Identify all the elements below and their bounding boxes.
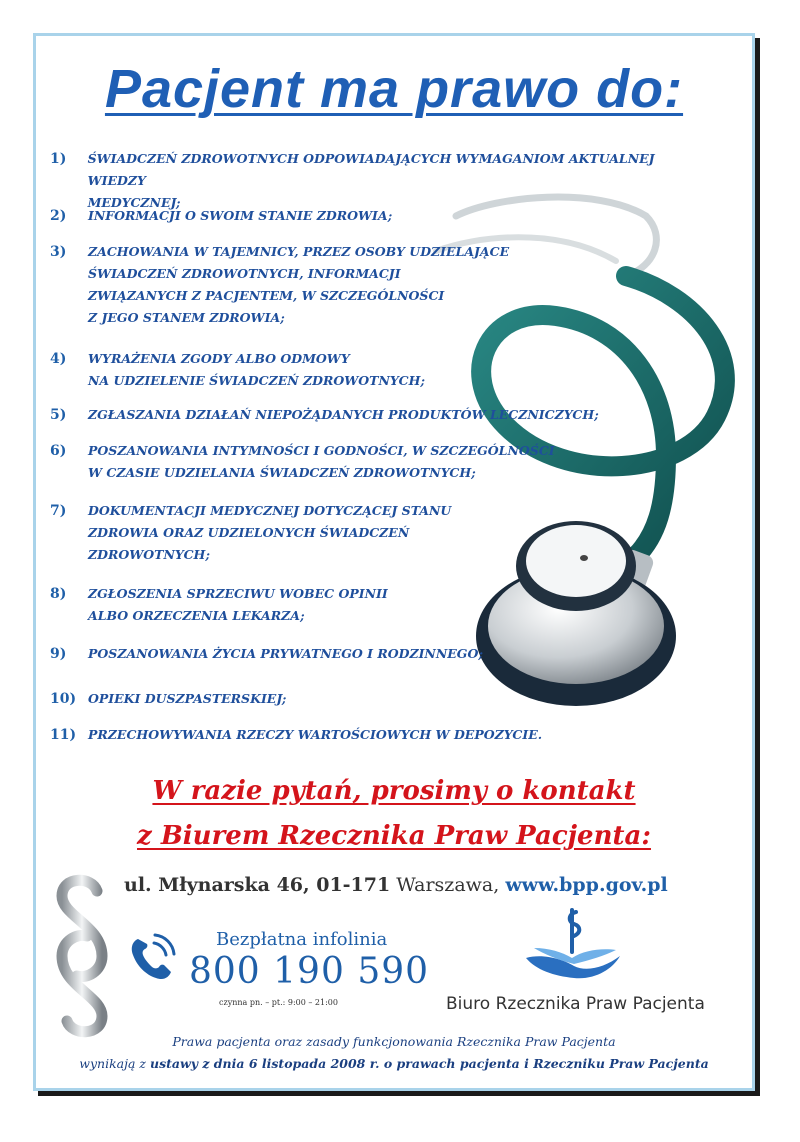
list-item — [50, 404, 599, 426]
biuro-logo-text: Biuro Rzecznika Praw Pacjenta — [446, 994, 705, 1014]
contact-heading-line1: W razie pytań, prosimy o kontakt — [152, 776, 636, 806]
list-item — [50, 440, 555, 484]
address-street: ul. Młynarska 46, 01-171 — [124, 874, 391, 896]
infoline-label: Bezpłatna infolinia — [216, 929, 388, 950]
item-number: 8) — [50, 586, 67, 602]
infoline-hours: czynna pn. – pt.: 9:00 – 21:00 — [219, 998, 338, 1007]
item-text: DOKUMENTACJI MEDYCZNEJ DOTYCZĄCEJ STANU ZDROWIA ORAZ UDZIELONYCH ŚWIADCZEŃ ZDROWOTNYCH; — [88, 503, 452, 562]
infoline-number: 800 190 590 — [189, 951, 430, 992]
footer-line2-prefix: wynikają z — [79, 1056, 150, 1071]
list-item — [50, 241, 509, 329]
item-text: POSZANOWANIA INTYMNOŚCI I GODNOŚCI, W SZCZEGÓLNOŚCI W CZASIE UDZIELANIA ŚWIADCZEŃ ZDROWOTNYCH; — [88, 443, 555, 480]
website-link[interactable]: www.bpp.gov.pl — [505, 874, 668, 896]
stethoscope-image — [416, 156, 755, 716]
list-item — [50, 583, 388, 627]
item-number: 4) — [50, 351, 67, 367]
footer-line1: Prawa pacjenta oraz zasady funkcjonowania Rzecznika Praw Pacjenta — [172, 1034, 616, 1049]
item-number: 6) — [50, 443, 67, 459]
contact-heading-line2: z Biurem Rzecznika Praw Pacjenta: — [137, 821, 651, 851]
item-number: 7) — [50, 503, 67, 519]
paragraph-sign-icon — [52, 871, 112, 1041]
item-text: POSZANOWANIA ŻYCIA PRYWATNEGO I RODZINNEGO; — [88, 646, 483, 661]
item-text: PRZECHOWYWANIA RZECZY WARTOŚCIOWYCH W DEPOZYCIE. — [88, 727, 543, 742]
biuro-logo — [524, 908, 624, 988]
item-text: ZGŁOSZENIA SPRZECIWU WOBEC OPINII ALBO ORZECZENIA LEKARZA; — [88, 586, 388, 623]
list-item — [50, 348, 425, 392]
item-text: ZGŁASZANIA DZIAŁAŃ NIEPOŻĄDANYCH PRODUKTÓW LECZNICZYCH; — [88, 407, 599, 422]
item-text: ZACHOWANIA W TAJEMNICY, PRZEZ OSOBY UDZIELAJĄCE ŚWIADCZEŃ ZDROWOTNYCH, INFORMACJI ZWIĄZANYCH Z PACJENTEM, W SZCZEGÓLNOŚCI Z JEGO STANEM ZDROWIA; — [88, 244, 510, 325]
list-item — [50, 724, 542, 746]
list-item — [50, 688, 286, 710]
poster-frame — [33, 33, 755, 1091]
item-text: WYRAŻENIA ZGODY ALBO ODMOWY NA UDZIELENIE ŚWIADCZEŃ ZDROWOTNYCH; — [88, 351, 425, 388]
item-number: 11) — [50, 727, 77, 743]
item-number: 5) — [50, 407, 67, 423]
item-number: 3) — [50, 244, 67, 260]
phone-icon — [124, 929, 180, 985]
list-item — [50, 205, 392, 227]
list-item — [50, 643, 483, 665]
item-text: INFORMACJI O SWOIM STANIE ZDROWIA; — [88, 208, 393, 223]
item-number: 2) — [50, 208, 67, 224]
poster-title: Pacjent ma prawo do: — [104, 59, 684, 119]
item-number: 1) — [50, 151, 67, 167]
item-number: 9) — [50, 646, 67, 662]
address-city: Warszawa, — [390, 874, 506, 896]
item-text: ŚWIADCZEŃ ZDROWOTNYCH ODPOWIADAJĄCYCH WYMAGANIOM AKTUALNEJ WIEDZY MEDYCZNEJ; — [87, 151, 655, 210]
item-text: OPIEKI DUSZPASTERSKIEJ; — [88, 691, 287, 706]
footer-line2 — [36, 1056, 752, 1071]
footer-line2-law: ustawy z dnia 6 listopada 2008 r. o prawach pacjenta i Rzeczniku Praw Pacjenta — [149, 1056, 709, 1071]
address — [124, 874, 668, 896]
list-item — [50, 500, 451, 566]
item-number: 10) — [50, 691, 77, 707]
